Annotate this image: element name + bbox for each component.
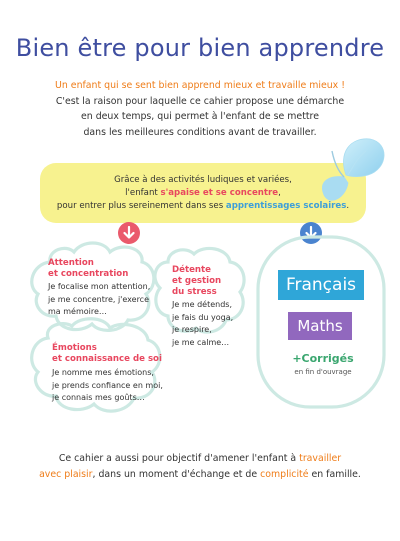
footer-highlight: travailler [299,453,342,464]
footer-paragraph [30,451,370,483]
butterfly-icon [308,135,390,207]
section-title: Émotions et connaissance de soi [52,343,162,364]
box-line: pour entrer plus sereinement dans ses [56,201,226,211]
footer-highlight: avec plaisir [39,469,93,480]
page-title: Bien être pour bien apprendre [15,34,385,62]
intro-line: dans les meilleures conditions avant de travailler. [83,126,317,138]
box-highlight-blue: apprentissages scolaires [225,201,347,211]
badge-maths: Maths [288,312,352,340]
corriges-note: en fin d'ouvrage [294,368,352,376]
box-line: l'enfant [125,188,161,198]
box-line: . [346,201,350,211]
section-body: Je me détends, je fais du yoga, je respire, je me calme… [172,300,234,347]
corriges-label: +Corrigés [292,352,354,365]
intro-lead: Un enfant qui se sent bien apprend mieux et travaille mieux ! [55,80,345,91]
badge-francais: Français [278,270,364,300]
box-line: , [278,188,281,198]
section-title: Détente et gestion du stress [172,265,222,297]
intro-paragraph [20,78,380,140]
section-body: Je nomme mes émotions, je prends confiance en moi, je connais mes goûts… [52,368,163,402]
intro-line: en deux temps, qui permet à l'enfant de se mettre [81,111,319,122]
section-title: Attention et concentration [48,258,129,279]
box-highlight-red: s'apaise et se concentre [160,188,279,198]
footer-text: , dans un moment d'échange et de [92,469,261,480]
box-line: Grâce à des activités ludiques et variées, [114,175,292,185]
footer-text: Ce cahier a aussi pour objectif d'amener l'enfant à [58,453,300,464]
intro-line: C'est la raison pour laquelle ce cahier propose une démarche [55,95,345,107]
section-body: Je focalise mon attention, je me concentre, j'exerce ma mémoire… [48,282,151,316]
footer-highlight: complicité [260,469,309,480]
footer-text: en famille. [308,469,361,480]
